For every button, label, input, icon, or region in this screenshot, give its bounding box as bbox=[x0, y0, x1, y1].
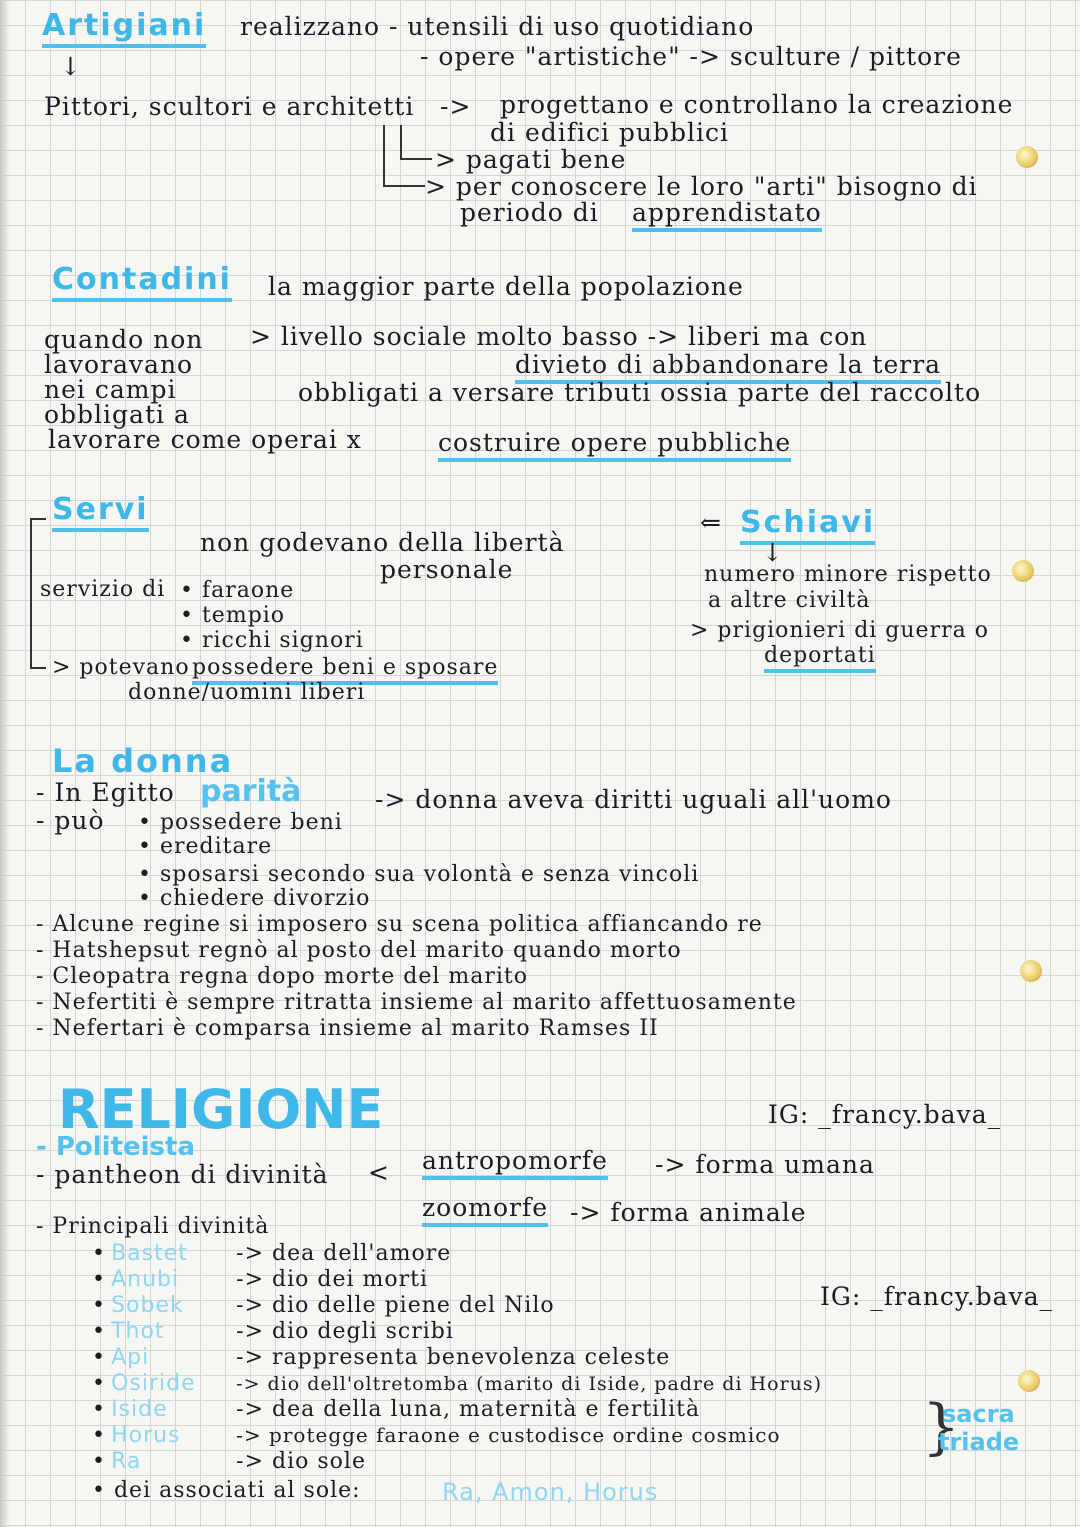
heading-artigiani: Artigiani bbox=[42, 8, 206, 48]
paper-edge bbox=[0, 0, 10, 1527]
god-name: Api bbox=[111, 1345, 150, 1370]
down-arrow-icon: ↓ bbox=[60, 52, 82, 81]
god-name: Thot bbox=[111, 1319, 165, 1344]
artigiani-pittori: Pittori, scultori e architetti bbox=[44, 92, 415, 121]
artigiani-line-2: - opere "artistiche" -> sculture / pittore bbox=[420, 42, 962, 71]
artigiani-arrow: -> bbox=[440, 92, 472, 121]
donna-nefertiti: - Nefertiti è sempre ritratta insieme al marito affettuosamente bbox=[36, 990, 797, 1015]
artigiani-line-1: realizzano - utensili di uso quotidiano bbox=[240, 12, 755, 41]
contadini-divieto: divieto di abbandonare la terra bbox=[515, 350, 941, 384]
sticker-icon bbox=[1018, 1370, 1040, 1392]
religione-antropomorfe: antropomorfe bbox=[422, 1146, 608, 1180]
religione-politeista: - Politeista bbox=[36, 1132, 196, 1162]
contadini-tributi: obbligati a versare tributi ossia parte del raccolto bbox=[298, 378, 982, 407]
schiavi-deportati: deportati bbox=[764, 643, 876, 673]
bracket-line-inner bbox=[400, 125, 432, 160]
donna-regine: - Alcune regine si imposero su scena politica affiancando re bbox=[36, 912, 763, 937]
servi-servizio: servizio di bbox=[40, 577, 166, 602]
servi-potevano: > potevano bbox=[52, 655, 190, 680]
watermark-1: IG: _francy.bava_ bbox=[768, 1100, 1002, 1129]
heading-contadini: Contadini bbox=[52, 262, 232, 302]
religione-forma-umana: -> forma umana bbox=[655, 1150, 875, 1179]
donna-parita: parità bbox=[200, 774, 302, 809]
servi-liberta-2: personale bbox=[380, 555, 514, 584]
donna-right-1: • possedere beni bbox=[138, 810, 343, 835]
god-desc: -> dea dell'amore bbox=[236, 1241, 452, 1266]
god-name: Anubi bbox=[111, 1267, 180, 1292]
servi-item-3: • ricchi signori bbox=[180, 628, 364, 653]
contadini-costruire: costruire opere pubbliche bbox=[438, 428, 791, 462]
sticker-icon bbox=[1012, 560, 1034, 582]
servi-liberta-1: non godevano della libertà bbox=[200, 528, 565, 557]
god-name: Horus bbox=[111, 1423, 181, 1448]
religione-pantheon: - pantheon di divinità bbox=[36, 1160, 329, 1189]
servi-bracket bbox=[30, 518, 46, 669]
contadini-quando-2: lavoravano bbox=[44, 350, 194, 379]
servi-item-2: • tempio bbox=[180, 603, 286, 628]
branch-arrow-icon: < bbox=[368, 1158, 390, 1187]
schiavi-numero: numero minore rispetto bbox=[704, 562, 992, 587]
god-row: • Osiride -> dio dell'oltretomba (marito di Iside, padre di Horus) bbox=[92, 1371, 823, 1396]
religione-principali: - Principali divinità bbox=[36, 1214, 270, 1239]
god-name: Sobek bbox=[111, 1293, 184, 1318]
god-desc: -> dio degli scribi bbox=[236, 1319, 454, 1344]
god-row: • Bastet -> dea dell'amore bbox=[92, 1241, 452, 1266]
heading-schiavi: Schiavi bbox=[740, 505, 875, 545]
god-name: Bastet bbox=[111, 1241, 188, 1266]
god-row: • Iside -> dea della luna, maternità e fertilità bbox=[92, 1397, 701, 1422]
sticker-icon bbox=[1020, 960, 1042, 982]
artigiani-apprendistato: apprendistato bbox=[632, 198, 822, 232]
god-row: • Sobek -> dio delle piene del Nilo bbox=[92, 1293, 555, 1318]
god-desc: -> dea della luna, maternità e fertilità bbox=[236, 1397, 701, 1422]
god-row: • Horus -> protegge faraone e custodisce ordine cosmico bbox=[92, 1423, 781, 1448]
donna-egitto-pre: - In Egitto bbox=[36, 778, 175, 807]
religione-forma-animale: -> forma animale bbox=[570, 1198, 807, 1227]
brace-icon: } bbox=[922, 1392, 962, 1462]
god-row: • Thot -> dio degli scribi bbox=[92, 1319, 454, 1344]
donna-right-3: • sposarsi secondo sua volontà e senza vincoli bbox=[138, 862, 700, 887]
donna-egitto-post: -> donna aveva diritti uguali all'uomo bbox=[375, 785, 892, 814]
contadini-quando-3: nei campi bbox=[44, 375, 177, 404]
sacra-label: sacra bbox=[942, 1400, 1015, 1428]
donna-nefertari: - Nefertari è comparsa insieme al marito Ramses II bbox=[36, 1016, 659, 1041]
god-row: • Anubi -> dio dei morti bbox=[92, 1267, 429, 1292]
schiavi-civilta: a altre civiltà bbox=[708, 588, 871, 613]
left-arrow-icon: ⇐ bbox=[700, 508, 722, 537]
god-row: • Ra -> dio sole bbox=[92, 1449, 366, 1474]
god-desc: -> dio dei morti bbox=[236, 1267, 429, 1292]
donna-cleopatra: - Cleopatra regna dopo morte del marito bbox=[36, 964, 528, 989]
servi-possedere: possedere beni e sposare bbox=[192, 655, 498, 685]
associati-label: • dei associati al sole: bbox=[92, 1478, 361, 1503]
god-name: Osiride bbox=[111, 1371, 196, 1396]
donna-right-4: • chiedere divorzio bbox=[138, 886, 371, 911]
heading-servi: Servi bbox=[52, 492, 149, 532]
heading-donna: La donna bbox=[52, 742, 234, 780]
schiavi-prigionieri: > prigionieri di guerra o bbox=[690, 618, 989, 643]
sticker-icon bbox=[1016, 146, 1038, 168]
artigiani-edifici: di edifici pubblici bbox=[490, 118, 730, 147]
heading-religione: RELIGIONE bbox=[58, 1078, 384, 1141]
artigiani-periodo: periodo di bbox=[460, 198, 599, 227]
down-arrow-icon-2: ↓ bbox=[762, 538, 784, 567]
religione-zoomorfe: zoomorfe bbox=[422, 1193, 548, 1227]
god-name: Ra bbox=[111, 1449, 142, 1474]
god-desc: -> protegge faraone e custodisce ordine cosmico bbox=[236, 1423, 781, 1447]
artigiani-conoscere: > per conoscere le loro "arti" bisogno di bbox=[425, 172, 978, 201]
contadini-livello: > livello sociale molto basso -> liberi ma con bbox=[250, 322, 868, 351]
watermark-2: IG: _francy.bava_ bbox=[820, 1282, 1054, 1311]
contadini-popolazione: la maggior parte della popolazione bbox=[268, 272, 744, 301]
god-name: Iside bbox=[111, 1397, 168, 1422]
artigiani-progettano: progettano e controllano la creazione bbox=[500, 90, 1014, 119]
god-desc: -> dio delle piene del Nilo bbox=[236, 1293, 555, 1318]
triade-label: triade bbox=[938, 1428, 1020, 1456]
associati-gods: Ra, Amon, Horus bbox=[442, 1478, 659, 1506]
servi-item-1: • faraone bbox=[180, 578, 295, 603]
artigiani-pagati: > pagati bene bbox=[435, 145, 627, 174]
god-desc: -> rappresenta benevolenza celeste bbox=[236, 1345, 671, 1370]
donna-puo: - può bbox=[36, 806, 105, 835]
contadini-lavorare: lavorare come operai x bbox=[48, 425, 362, 454]
contadini-quando-1: quando non bbox=[44, 325, 204, 354]
god-desc: -> dio sole bbox=[236, 1449, 366, 1474]
servi-donne: donne/uomini liberi bbox=[128, 680, 366, 705]
contadini-quando-4: obbligati a bbox=[44, 400, 190, 429]
god-desc: -> dio dell'oltretomba (marito di Iside, padre di Horus) bbox=[236, 1373, 823, 1395]
donna-hatshepsut: - Hatshepsut regnò al posto del marito quando morto bbox=[36, 938, 682, 963]
god-row: • Api -> rappresenta benevolenza celeste bbox=[92, 1345, 671, 1370]
donna-right-2: • ereditare bbox=[138, 834, 273, 859]
